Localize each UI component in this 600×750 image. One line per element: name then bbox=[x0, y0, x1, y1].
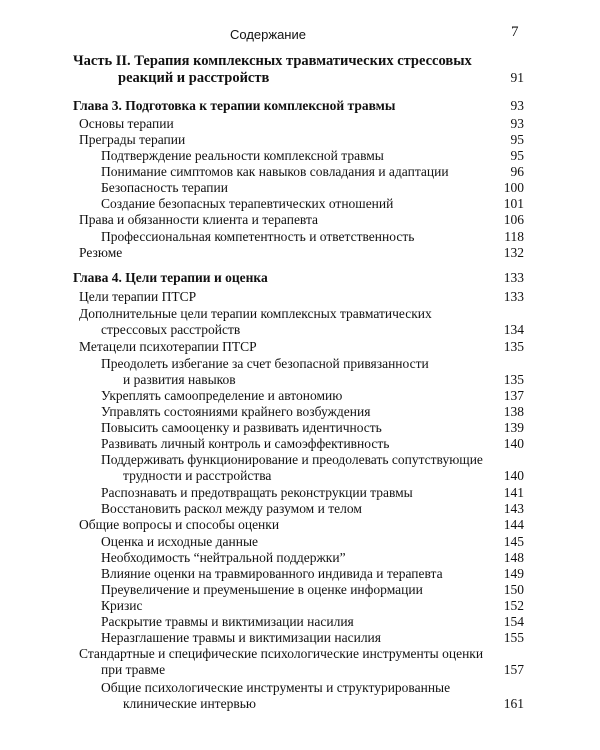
toc-page-number: 139 bbox=[503, 420, 524, 435]
toc-page-number: 135 bbox=[503, 339, 524, 354]
toc-entry: Глава 3. Подготовка к терапии комплексной травмы bbox=[73, 98, 396, 113]
toc-page-number: 100 bbox=[503, 180, 524, 195]
toc-entry: Профессиональная компетентность и ответственность bbox=[101, 229, 415, 244]
toc-page-number: 96 bbox=[510, 164, 524, 179]
toc-page-number: 138 bbox=[503, 404, 524, 419]
toc-page-number: 152 bbox=[503, 598, 524, 613]
toc-page-number: 137 bbox=[503, 388, 524, 403]
toc-page-number: 118 bbox=[504, 229, 524, 244]
toc-entry: Восстановить раскол между разумом и телом bbox=[101, 501, 362, 516]
toc-entry: Необходимость “нейтральной поддержки” bbox=[101, 550, 346, 565]
toc-entry: Укреплять самоопределение и автономию bbox=[101, 388, 343, 403]
toc-page-number: 161 bbox=[503, 696, 524, 711]
toc-page-number: 157 bbox=[503, 662, 524, 677]
toc-page-number: 132 bbox=[503, 245, 524, 260]
toc-entry: Кризис bbox=[101, 598, 143, 613]
toc-entry: Раскрытие травмы и виктимизации насилия bbox=[101, 614, 354, 629]
toc-page-number: 93 bbox=[510, 98, 524, 113]
toc-entry: Общие вопросы и способы оценки bbox=[79, 517, 280, 532]
toc-entry-continuation: трудности и расстройства bbox=[123, 468, 272, 483]
toc-page-number: 148 bbox=[503, 550, 524, 565]
toc-entry-continuation: клинические интервью bbox=[123, 696, 256, 711]
toc-page-number: 154 bbox=[503, 614, 524, 629]
toc-entry-continuation: и развития навыков bbox=[123, 372, 236, 387]
toc-page-number: 150 bbox=[503, 582, 524, 597]
toc-entry: Безопасность терапии bbox=[101, 180, 228, 195]
toc-entry: Подтверждение реальности комплексной травмы bbox=[101, 148, 384, 163]
toc-page-number: 155 bbox=[503, 630, 524, 645]
toc-page-number: 133 bbox=[503, 289, 524, 304]
toc-entry: Дополнительные цели терапии комплексных травматических bbox=[79, 306, 432, 321]
toc-page-number: 135 bbox=[503, 372, 524, 387]
toc-entry: Права и обязанности клиента и терапевта bbox=[79, 212, 319, 227]
toc-page-number: 144 bbox=[503, 517, 524, 532]
page-number: 7 bbox=[511, 24, 519, 40]
toc-entry: Стандартные и специфические психологические инструменты оценки bbox=[79, 646, 484, 661]
toc-page-number: 106 bbox=[503, 212, 524, 227]
toc-entry: Основы терапии bbox=[79, 116, 174, 131]
toc-page-number: 101 bbox=[503, 196, 524, 211]
toc-page-number: 149 bbox=[503, 566, 524, 581]
toc-entry: Преграды терапии bbox=[79, 132, 186, 147]
toc-entry-continuation: стрессовых расстройств bbox=[101, 322, 241, 337]
toc-page-number: 141 bbox=[503, 485, 524, 500]
toc-entry: Распознавать и предотвращать реконструкции травмы bbox=[101, 485, 413, 500]
toc-entry: Повысить самооценку и развивать идентичность bbox=[101, 420, 382, 435]
toc-page-number: 143 bbox=[503, 501, 524, 516]
toc-entry-continuation: реакций и расстройств bbox=[118, 70, 270, 86]
toc-entry: Влияние оценки на травмированного индивида и терапевта bbox=[101, 566, 443, 581]
toc-entry-continuation: при травме bbox=[101, 662, 166, 677]
toc-entry: Понимание симптомов как навыков совладания и адаптации bbox=[101, 164, 449, 179]
toc-page-number: 140 bbox=[503, 468, 524, 483]
toc-page-number: 140 bbox=[503, 436, 524, 451]
toc-page-number: 134 bbox=[503, 322, 524, 337]
toc-page-number: 95 bbox=[510, 148, 524, 163]
toc-entry: Создание безопасных терапевтических отношений bbox=[101, 196, 394, 211]
toc-page-number: 91 bbox=[510, 70, 524, 85]
running-head: Содержание bbox=[230, 27, 306, 42]
toc-page-number: 145 bbox=[503, 534, 524, 549]
toc-page-number: 93 bbox=[510, 116, 524, 131]
toc-entry: Преувеличение и преуменьшение в оценке информации bbox=[101, 582, 423, 597]
toc-entry: Метацели психотерапии ПТСР bbox=[79, 339, 257, 354]
toc-entry: Резюме bbox=[79, 245, 123, 260]
toc-entry: Развивать личный контроль и самоэффективность bbox=[101, 436, 390, 451]
toc-entry: Преодолеть избегание за счет безопасной привязанности bbox=[101, 356, 429, 371]
toc-entry: Глава 4. Цели терапии и оценка bbox=[73, 270, 268, 285]
toc-entry: Управлять состояниями крайнего возбуждения bbox=[101, 404, 371, 419]
toc-entry: Неразглашение травмы и виктимизации насилия bbox=[101, 630, 381, 645]
toc-entry: Цели терапии ПТСР bbox=[79, 289, 197, 304]
toc-entry: Общие психологические инструменты и структурированные bbox=[101, 680, 451, 695]
toc-page-number: 95 bbox=[510, 132, 524, 147]
toc-entry: Поддерживать функционирование и преодолевать сопутствующие bbox=[101, 452, 483, 467]
toc-page-number: 133 bbox=[503, 270, 524, 285]
toc-entry: Оценка и исходные данные bbox=[101, 534, 259, 549]
toc-entry: Часть II. Терапия комплексных травматических стрессовых bbox=[73, 53, 472, 69]
